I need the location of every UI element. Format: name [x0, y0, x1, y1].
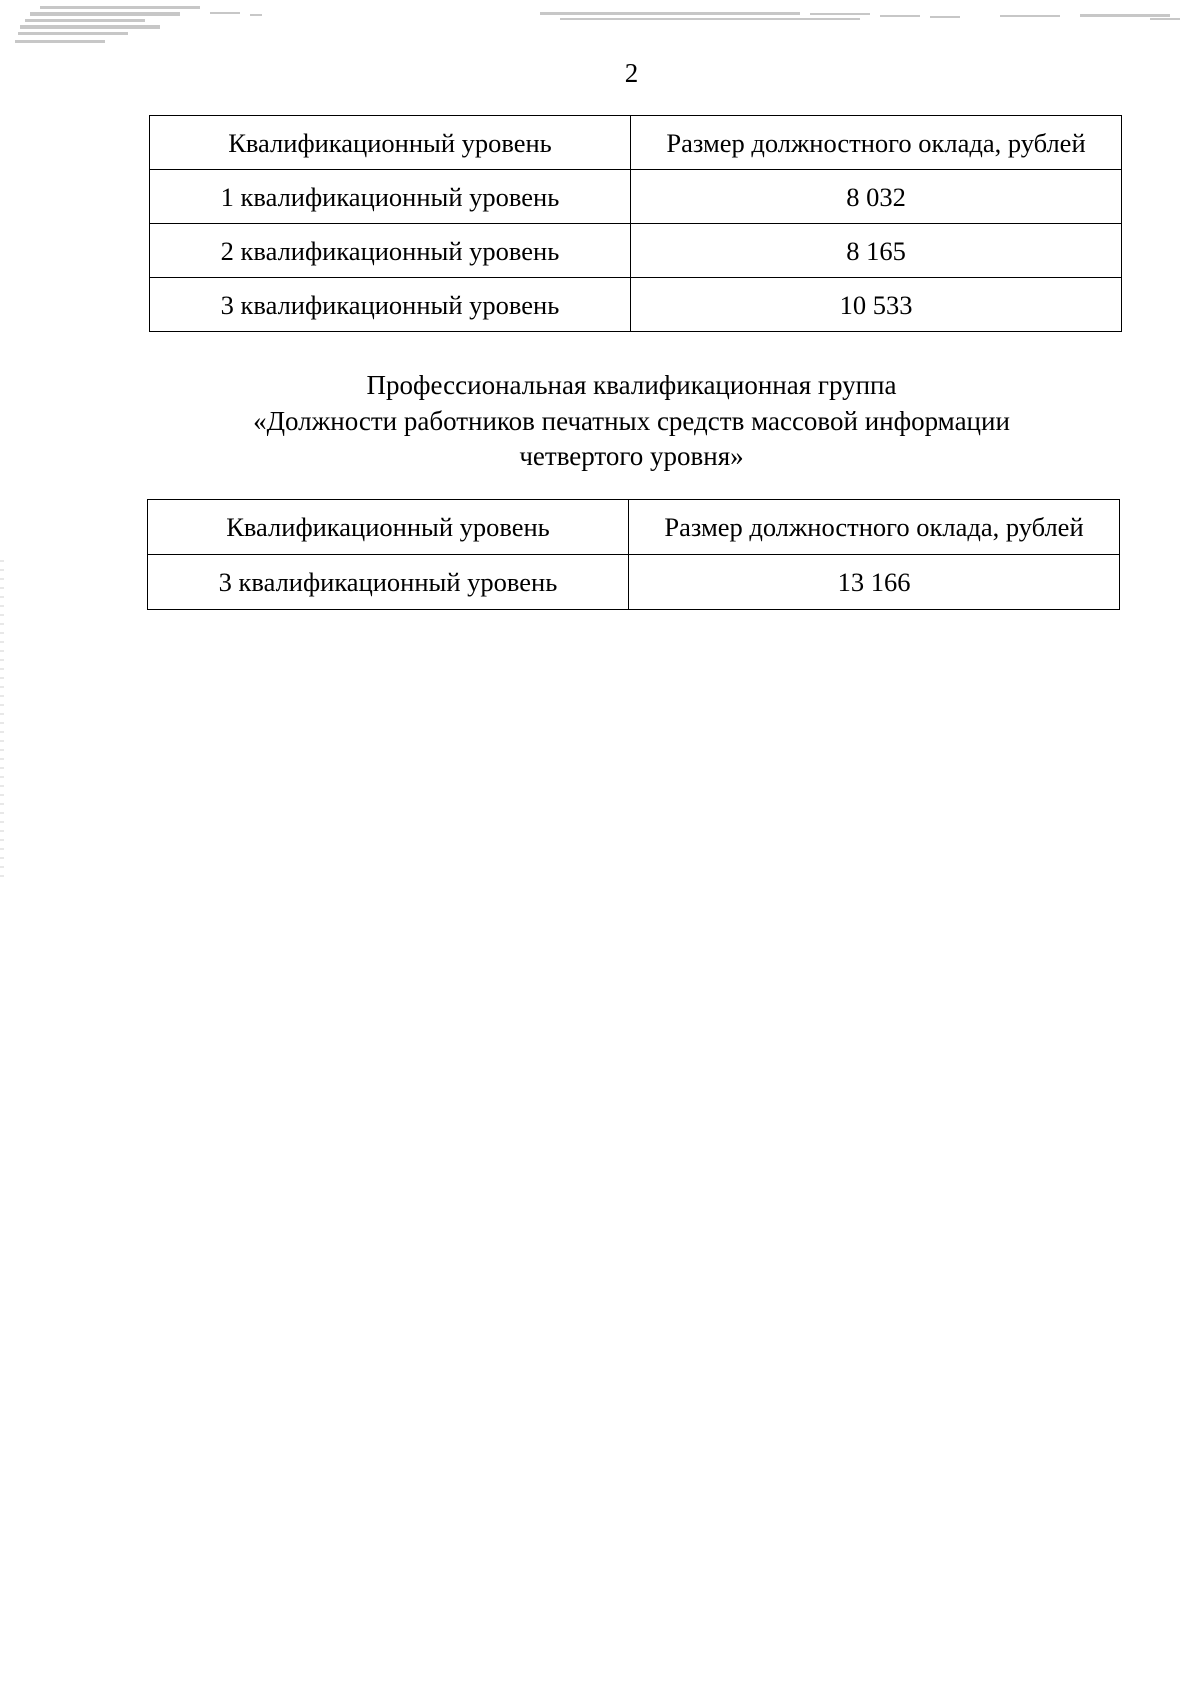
- row-level: 1 квалификационный уровень: [150, 170, 631, 224]
- table-row: [150, 278, 1122, 332]
- table-header-row: [150, 116, 1122, 170]
- row-salary: 10 533: [631, 278, 1122, 332]
- header-level: Квалификационный уровень: [150, 116, 631, 170]
- row-level: 3 квалификационный уровень: [150, 278, 631, 332]
- salary-table-1: [149, 115, 1122, 332]
- group-heading-line: четвертого уровня»: [519, 441, 744, 471]
- row-salary: 8 032: [631, 170, 1122, 224]
- table-header-row: [148, 500, 1120, 555]
- group-heading: [0, 368, 1200, 475]
- scan-artifact-margin: [0, 560, 4, 880]
- row-level: 2 квалификационный уровень: [150, 224, 631, 278]
- row-salary: 13 166: [629, 555, 1120, 610]
- row-level: 3 квалификационный уровень: [148, 555, 629, 610]
- salary-table-2: [147, 499, 1120, 610]
- header-level: Квалификационный уровень: [148, 500, 629, 555]
- page-number: 2: [624, 58, 639, 88]
- group-heading-line: Профессиональная квалификационная группа: [366, 370, 897, 400]
- table-row: [148, 555, 1120, 610]
- header-salary: Размер должностного оклада, рублей: [629, 500, 1120, 555]
- table-row: [150, 170, 1122, 224]
- group-heading-line: «Должности работников печатных средств массовой информации: [253, 405, 1010, 436]
- row-salary: 8 165: [631, 224, 1122, 278]
- header-salary: Размер должностного оклада, рублей: [631, 116, 1122, 170]
- table-row: [150, 224, 1122, 278]
